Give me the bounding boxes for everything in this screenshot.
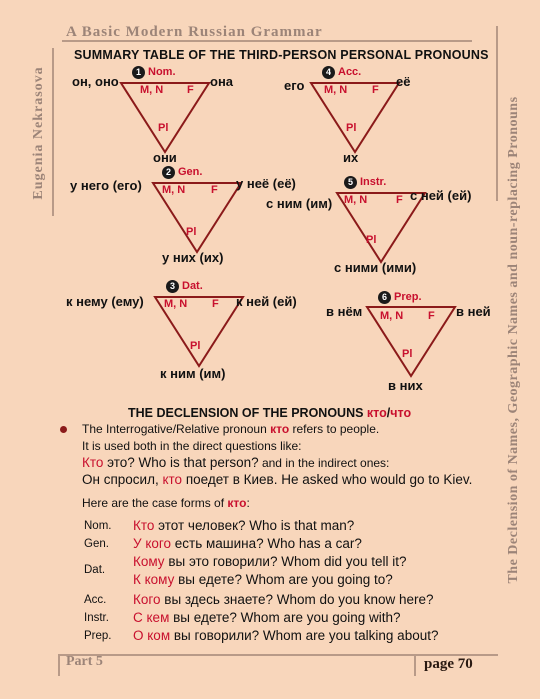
left-side-rule	[52, 48, 54, 216]
gender-mn: M, N	[380, 310, 404, 322]
gender-mn: M, N	[324, 84, 348, 96]
case-abbrev: Nom.	[84, 520, 112, 532]
gender-f: F	[372, 84, 379, 96]
triangle-icon	[308, 80, 402, 155]
case-abbrev: Instr.	[84, 612, 109, 624]
pronoun-fem: к ней (ей)	[236, 294, 297, 309]
pronoun-plural: у них (их)	[162, 250, 224, 265]
gender-f: F	[396, 194, 403, 206]
pronoun-plural: к ним (им)	[160, 366, 226, 381]
pronoun-plural: они	[153, 150, 177, 165]
gender-mn: M, N	[162, 184, 186, 196]
case-label	[322, 66, 361, 79]
gender-f: F	[212, 298, 219, 310]
author-side-label	[28, 48, 50, 218]
title-slash: /	[386, 406, 391, 420]
footer-right-bar	[414, 656, 416, 676]
case-name: Nom.	[148, 66, 176, 78]
case-name: Dat.	[182, 280, 203, 292]
example-sentence: Кто этот человек? Who is that man?	[133, 518, 355, 533]
chapter-title: The Declension of Names, Geographic Names and noun-replacing Pronouns	[506, 96, 521, 584]
triangle-icon	[364, 304, 458, 379]
title-text: THE DECLENSION OF THE PRONOUNS	[128, 406, 367, 420]
paragraph-line: Кто это? Who is that person? and in the indirect ones:	[82, 455, 390, 470]
pronoun-plural: в них	[388, 378, 423, 393]
case-name: Gen.	[178, 166, 203, 178]
bullet-icon	[60, 426, 67, 433]
header-rule	[62, 40, 472, 42]
paragraph-line: Here are the case forms of кто:	[82, 496, 250, 510]
case-number: 3	[166, 280, 179, 293]
pronoun-masc: с ним (им)	[266, 196, 333, 211]
case-name: Acc.	[338, 66, 362, 78]
gender-f: F	[187, 84, 194, 96]
case-name: Prep.	[394, 291, 422, 303]
paragraph-line: Он спросил, кто поедет в Киев. He asked who would go to Kiev.	[82, 472, 473, 487]
case-label	[378, 291, 422, 304]
gender-mn: M, N	[344, 194, 368, 206]
pronoun-plural: с ними (ими)	[334, 260, 417, 275]
example-sentence: У кого есть машина? Who has a car?	[133, 536, 362, 551]
author-name: Eugenia Nekrasova	[31, 66, 46, 200]
case-label	[162, 166, 202, 179]
chapter-side-label	[500, 20, 528, 660]
footer-left-bar	[58, 656, 60, 676]
title-kto: кто	[366, 406, 387, 420]
gender-pl: Pl	[158, 122, 169, 134]
case-number: 6	[378, 291, 391, 304]
page-number: page 70	[424, 656, 473, 672]
triangle-icon	[118, 80, 212, 155]
title-chto: что	[390, 406, 412, 420]
case-number: 5	[344, 176, 357, 189]
example-sentence: О ком вы говорили? Whom are you talking about?	[133, 628, 439, 643]
pronoun-fem: её	[396, 74, 411, 89]
pronoun-masc: к нему (ему)	[66, 294, 144, 309]
pronoun-fem: с ней (ей)	[410, 188, 472, 203]
gender-f: F	[211, 184, 218, 196]
pronoun-fem: в ней	[456, 304, 491, 319]
summary-title: SUMMARY TABLE OF THE THIRD-PERSON PERSONAL PRONOUNS	[74, 48, 489, 62]
case-label	[344, 176, 386, 189]
example-sentence: Кого вы здесь знаете? Whom do you know here?	[133, 592, 434, 607]
pronoun-plural: их	[343, 150, 359, 165]
gender-pl: Pl	[402, 348, 413, 360]
case-abbrev: Prep.	[84, 630, 112, 642]
example-sentence: Кому вы это говорили? Whom did you tell it?	[133, 554, 407, 569]
declension-title	[128, 406, 411, 420]
pronoun-fem: у неё (её)	[236, 176, 296, 191]
pronoun-fem: она	[210, 74, 234, 89]
pronoun-masc: он, оно	[72, 74, 119, 89]
pronoun-masc: в нём	[326, 304, 363, 319]
case-abbrev: Acc.	[84, 594, 107, 606]
gender-pl: Pl	[190, 340, 201, 352]
gender-f: F	[428, 310, 435, 322]
gender-pl: Pl	[366, 234, 377, 246]
right-side-rule	[496, 26, 498, 201]
paragraph-line: It is used both in the direct questions like:	[82, 439, 302, 453]
gender-pl: Pl	[346, 122, 357, 134]
example-sentence: К кому вы едете? Whom are you going to?	[133, 572, 393, 587]
gender-pl: Pl	[186, 226, 197, 238]
case-label	[166, 280, 203, 293]
case-number: 1	[132, 66, 145, 79]
pronoun-masc: его	[284, 78, 305, 93]
case-abbrev: Dat.	[84, 564, 106, 576]
case-abbrev: Gen.	[84, 538, 109, 550]
gender-mn: M, N	[164, 298, 188, 310]
pronoun-masc: у него (его)	[70, 178, 142, 193]
book-title: A Basic Modern Russian Grammar	[66, 24, 323, 40]
gender-mn: M, N	[140, 84, 164, 96]
case-label	[132, 66, 176, 79]
part-label: Part 5	[66, 654, 103, 669]
case-number: 2	[162, 166, 175, 179]
example-sentence: С кем вы едете? Whom are you going with?	[133, 610, 401, 625]
paragraph-line: The Interrogative/Relative pronoun кто refers to people.	[82, 422, 380, 436]
case-number: 4	[322, 66, 335, 79]
case-name: Instr.	[360, 176, 387, 188]
